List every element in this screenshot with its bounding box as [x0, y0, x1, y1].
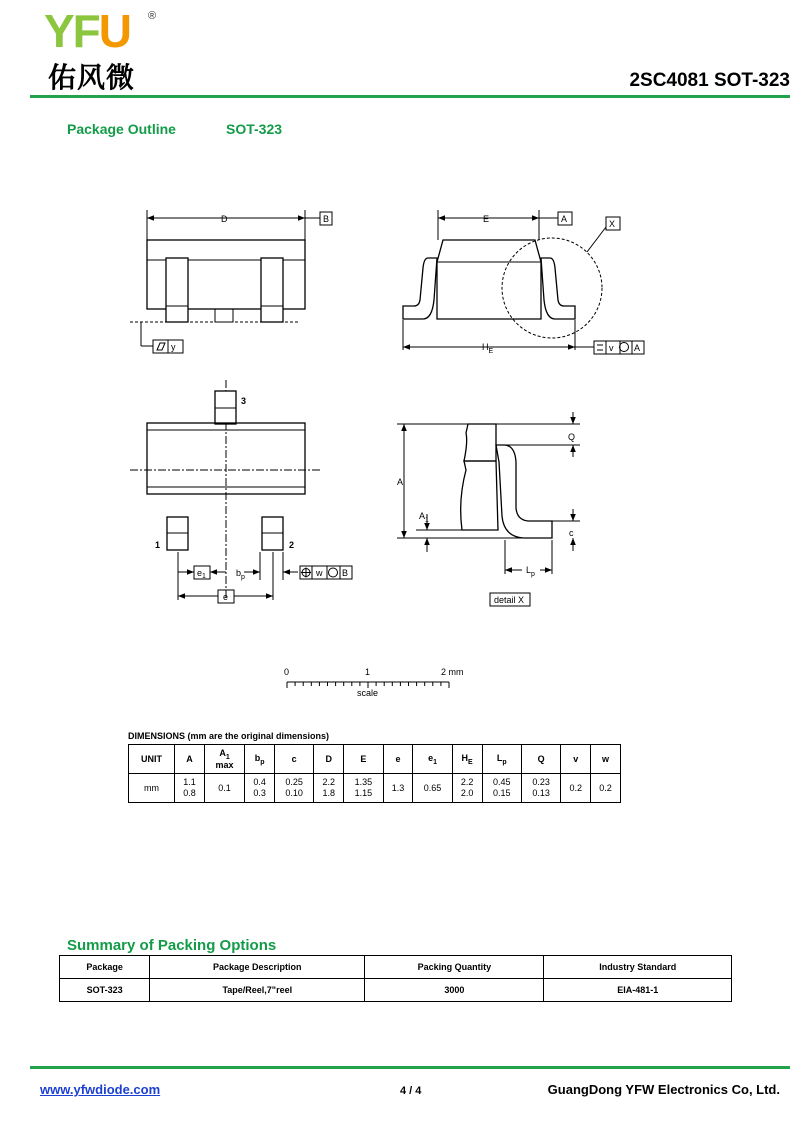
packing-cell-standard: EIA-481-1 [544, 979, 732, 1002]
label-tolerance-v: v [609, 343, 614, 353]
label-tolerance-v-datum: A [634, 343, 641, 353]
packing-cell-quantity: 3000 [365, 979, 544, 1002]
package-outline-heading: Package Outline [67, 121, 176, 137]
dimensions-table [128, 744, 621, 803]
top-view [130, 210, 332, 353]
label-pin-2: 2 [289, 540, 295, 550]
dimensions-data-row [129, 774, 621, 803]
label-a1: $A_1$ [419, 511, 429, 524]
packing-header-row [60, 956, 732, 979]
label-q: Q [568, 432, 576, 442]
packing-header-description: Package Description [150, 956, 365, 979]
logo-letters-yf: YF [44, 5, 99, 57]
label-a-height: A [397, 477, 404, 487]
label-detail-x: detail X [494, 595, 525, 605]
dim-header-12: v [561, 745, 591, 774]
label-he: $H_E$ [482, 342, 494, 355]
label-bp: $b_p$ [236, 568, 245, 581]
packing-summary-heading: Summary of Packing Options [67, 937, 277, 954]
dim-cell-5: 2.2 1.8 [314, 774, 344, 803]
company-name: GuangDong YFW Electronics Co, Ltd. [547, 1082, 780, 1097]
dim-header-6: E [344, 745, 383, 774]
packing-table [59, 955, 732, 1002]
packing-data-row [60, 979, 732, 1002]
label-pin-3: 3 [241, 396, 247, 406]
label-tolerance-w-datum: B [342, 568, 349, 578]
dim-cell-12: 0.2 [561, 774, 591, 803]
footer-divider [30, 1066, 790, 1069]
logo-chinese-name: 佑风微 [48, 61, 136, 94]
dim-cell-10: 0.45 0.15 [482, 774, 521, 803]
packing-cell-description: Tape/Reel,7"reel [150, 979, 365, 1002]
dim-cell-7: 1.3 [383, 774, 413, 803]
dim-cell-11: 0.23 0.13 [521, 774, 560, 803]
label-datum-a: A [561, 214, 568, 224]
packing-header-package: Package [60, 956, 150, 979]
dim-header-7: e [383, 745, 413, 774]
scale-tick-0: 0 [284, 667, 290, 677]
dim-header-1: A [175, 745, 205, 774]
dimensions-title: DIMENSIONS (mm are the original dimensions) [128, 731, 330, 741]
packing-header-standard: Industry Standard [544, 956, 732, 979]
scale-tick-1: 1 [365, 667, 371, 677]
page-number: 4 / 4 [400, 1085, 422, 1097]
label-e-width: E [483, 214, 490, 224]
dim-header-11: Q [521, 745, 560, 774]
dim-cell-1: 1.1 0.8 [175, 774, 205, 803]
packing-header-quantity: Packing Quantity [365, 956, 544, 979]
dim-cell-0: mm [129, 774, 175, 803]
scale-label: scale [357, 688, 379, 698]
dim-header-4: c [274, 745, 313, 774]
label-detail-ref-x: X [609, 219, 616, 229]
label-pin-1: 1 [155, 540, 161, 550]
scale-tick-2: 2 mm [441, 667, 464, 677]
label-c: c [569, 528, 574, 538]
dimensions-header-row [129, 745, 621, 774]
dim-cell-13: 0.2 [591, 774, 621, 803]
label-lp: $L_p$ [526, 565, 535, 578]
dim-cell-2: 0.1 [204, 774, 244, 803]
side-view [403, 210, 644, 354]
logo-letter-u: U [98, 5, 131, 57]
label-pitch-e: e [223, 592, 229, 602]
label-tolerance-w: w [316, 568, 323, 578]
detail-x-view [397, 412, 580, 606]
dim-header-3: $b_p$ [245, 745, 275, 774]
dim-header-8: $e_1$ [413, 745, 452, 774]
dim-cell-9: 2.2 2.0 [452, 774, 482, 803]
dim-cell-3: 0.4 0.3 [245, 774, 275, 803]
dim-header-5: D [314, 745, 344, 774]
label-datum-b: B [323, 214, 330, 224]
dim-cell-8: 0.65 [413, 774, 452, 803]
dim-header-10: $L_p$ [482, 745, 521, 774]
dim-header-9: $H_E$ [452, 745, 482, 774]
dim-header-2: $A_1$ max [204, 745, 244, 774]
package-code-heading: SOT-323 [226, 121, 283, 137]
label-d: D [221, 214, 228, 224]
dim-header-13: w [591, 745, 621, 774]
dim-cell-6: 1.35 1.15 [344, 774, 383, 803]
packing-cell-package: SOT-323 [60, 979, 150, 1002]
website-link[interactable]: www.yfwdiode.com [40, 1082, 161, 1097]
label-flatness-y: y [171, 342, 176, 352]
label-e1: $e_1$ [197, 568, 206, 580]
dim-cell-4: 0.25 0.10 [274, 774, 313, 803]
dim-header-0: UNIT [129, 745, 175, 774]
part-title: 2SC4081 SOT-323 [629, 70, 790, 91]
registered-mark: ® [148, 10, 157, 22]
